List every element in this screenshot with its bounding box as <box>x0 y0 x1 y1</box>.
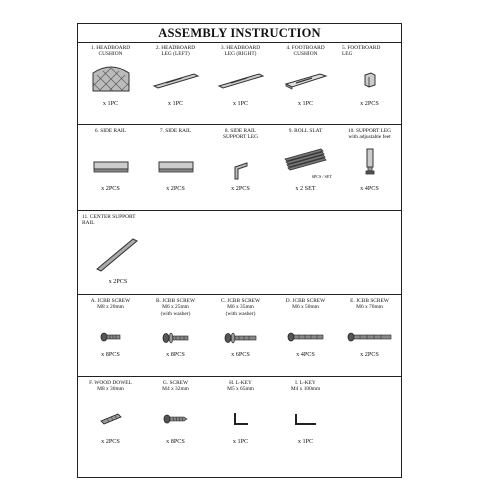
part-cell <box>208 42 273 116</box>
hardware-label: G. SCREW M4 x 32mm <box>162 380 189 393</box>
hardware-cell <box>273 377 338 479</box>
headboard-leg-right-icon <box>208 70 273 90</box>
part-qty: x 4PCS <box>360 185 379 192</box>
part-label: 7. SIDE RAIL <box>159 128 192 134</box>
hardware-label: A. JCBB SCREW M8 x 20mm <box>90 298 131 311</box>
hardware-qty: x 4PCS <box>296 351 315 358</box>
part-cell <box>273 125 338 209</box>
side-rail-support-leg-icon <box>208 161 273 181</box>
hardware-cell <box>78 295 143 377</box>
l-key-icon <box>208 411 273 427</box>
long-bolt-icon <box>273 332 338 342</box>
part-label: 5. FOOTBOARD LEG <box>342 45 381 58</box>
hardware-qty: x 2PCS <box>101 438 120 445</box>
hardware-label: D. JCBB SCREW M6 x 50mm <box>285 298 326 311</box>
part-qty: x 1PC <box>102 100 119 107</box>
hardware-label: I. L-KEY M4 x 100mm <box>290 380 321 393</box>
part-cell <box>273 42 338 116</box>
part-cell <box>208 125 273 209</box>
part-label: 2. HEADBOARD LEG (LEFT) <box>155 45 196 58</box>
l-key-icon <box>273 411 338 427</box>
wood-dowel-icon <box>78 411 143 425</box>
part-cell <box>78 42 143 116</box>
part-qty: x 2PCS <box>360 100 379 107</box>
part-label: 10. SUPPORT LEG with adjustable feet <box>347 128 392 141</box>
center-support-rail-icon <box>78 235 158 275</box>
hardware-label: C. JCBB SCREW M6 x 35mm (with washer) <box>220 298 261 317</box>
hardware-cell <box>338 295 401 377</box>
hardware-row-1 <box>78 294 401 377</box>
part-cell <box>78 211 158 295</box>
hardware-row-2 <box>78 376 401 479</box>
hardware-label: E. JCBB SCREW M6 x 70mm <box>350 298 389 311</box>
hardware-cell <box>143 295 208 377</box>
hardware-qty: x 8PCS <box>166 438 185 445</box>
hardware-cell <box>143 377 208 479</box>
part-qty: x 1PC <box>232 100 249 107</box>
hardware-qty: x 1PC <box>232 438 249 445</box>
support-leg-icon <box>338 147 401 177</box>
short-bolt-icon <box>78 332 143 342</box>
headboard-cushion-icon <box>78 63 143 93</box>
hardware-qty: x 6PCS <box>231 351 250 358</box>
roll-slat-icon <box>273 147 338 173</box>
part-qty: x 2 SET <box>295 185 316 192</box>
hardware-qty: x 2PCS <box>360 351 379 358</box>
part-qty: x 2PCS <box>101 185 120 192</box>
footboard-cushion-icon <box>273 70 338 90</box>
part-label: 9. ROLL SLAT <box>288 128 323 134</box>
hardware-label: F. WOOD DOWEL M8 x 30mm <box>89 380 132 393</box>
part-qty: x 2PCS <box>108 278 128 285</box>
bolt-with-washer-icon <box>143 332 208 344</box>
side-rail-icon <box>143 159 208 175</box>
parts-row-1 <box>78 42 401 116</box>
hardware-qty: x 8PCS <box>166 351 185 358</box>
part-qty: x 2PCS <box>166 185 185 192</box>
part-label: 8. SIDE RAIL SUPPORT LEG <box>222 128 259 141</box>
parts-row-2 <box>78 124 401 209</box>
footboard-leg-icon <box>338 72 401 88</box>
hardware-label: H. L-KEY M5 x 65mm <box>227 380 254 393</box>
long-bolt-icon <box>338 332 401 342</box>
part-cell <box>338 42 401 116</box>
part-label: 4. FOOTBOARD CUSHION <box>286 45 325 58</box>
part-cell <box>78 125 143 209</box>
part-label: 6. SIDE RAIL <box>94 128 127 134</box>
part-cell <box>338 125 401 209</box>
hardware-cell <box>273 295 338 377</box>
part-cell <box>143 125 208 209</box>
part-cell <box>143 42 208 116</box>
hardware-label: B. JCBB SCREW M6 x 25mm (with washer) <box>155 298 196 317</box>
assembly-sheet <box>77 23 402 478</box>
hardware-qty: x 8PCS <box>101 351 120 358</box>
page-title: ASSEMBLY INSTRUCTION <box>78 24 401 43</box>
part-label: 1. HEADBOARD CUSHION <box>90 45 131 58</box>
hardware-qty: x 1PC <box>297 438 314 445</box>
bolt-with-washer-icon <box>208 332 273 344</box>
hardware-cell <box>78 377 143 479</box>
hardware-cell <box>208 377 273 479</box>
parts-row-3 <box>78 210 401 295</box>
part-qty: x 1PC <box>167 100 184 107</box>
part-label: 3. HEADBOARD LEG (RIGHT) <box>220 45 261 58</box>
side-rail-icon <box>78 159 143 175</box>
slat-set-note: 6PCS / SET <box>311 174 332 179</box>
wood-screw-icon <box>143 414 208 424</box>
part-label: 11. CENTER SUPPORT RAIL <box>82 214 136 227</box>
part-qty: x 1PC <box>297 100 314 107</box>
hardware-cell <box>208 295 273 377</box>
headboard-leg-left-icon <box>143 70 208 90</box>
part-qty: x 2PCS <box>231 185 250 192</box>
